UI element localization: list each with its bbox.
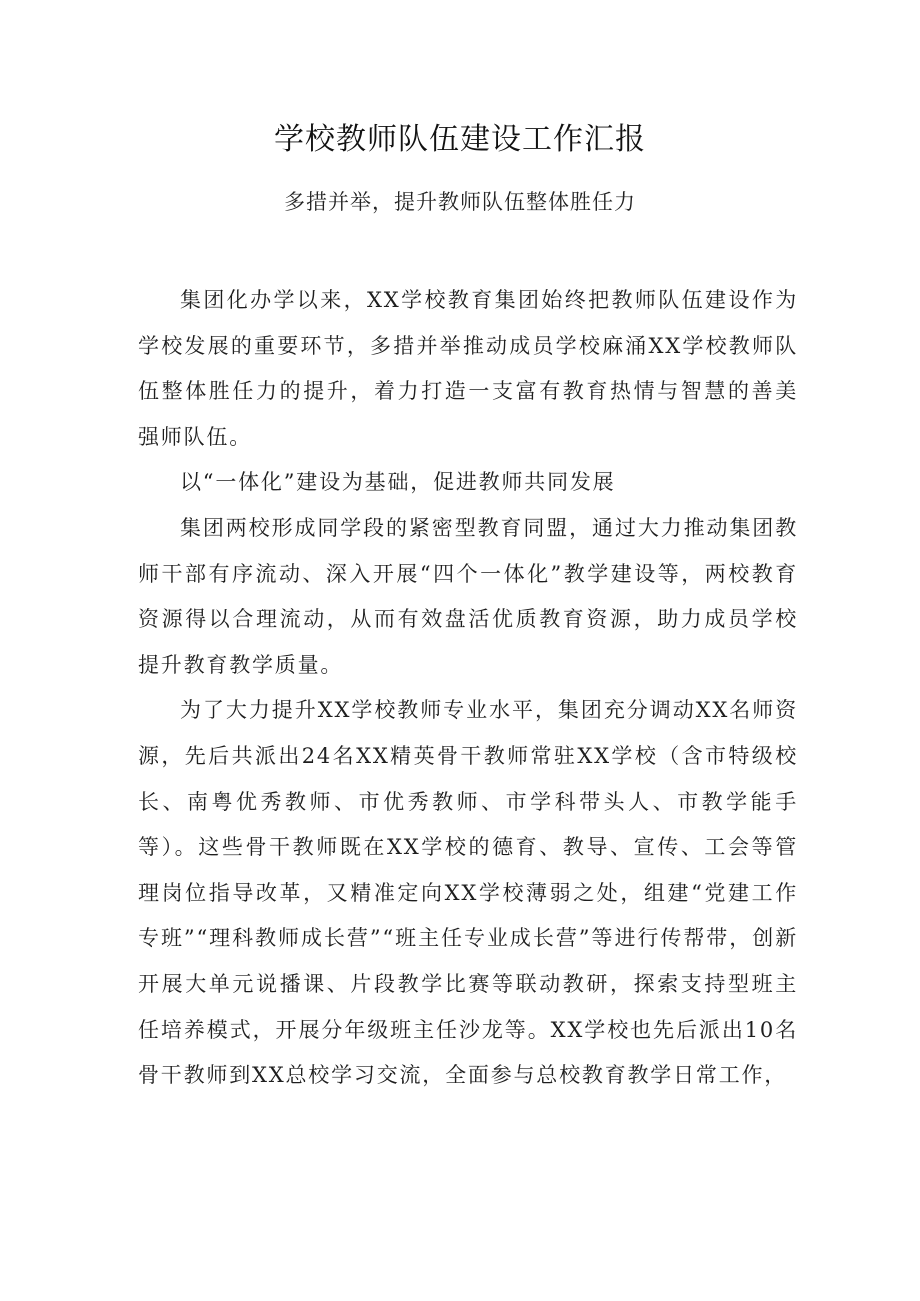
paragraph-alliance: 集团两校形成同学段的紧密型教育同盟，通过大力推动集团教师干部有序流动、深入开展“四个一体化”教学建设等，两校教育资源得以合理流动，从而有效盘活优质教育资源，助力成员学校提升教育教学质量。 xyxy=(138,515,798,677)
paragraph-intro: 集团化办学以来，XX学校教育集团始终把教师队伍建设作为学校发展的重要环节，多措并举推动成员学校麻涌XX学校教师队伍整体胜任力的提升，着力打造一支富有教育热情与智慧的善美强师队伍。 xyxy=(138,288,798,449)
document-subtitle: 多措并举，提升教师队伍整体胜任力 xyxy=(284,190,636,214)
section-heading-integration: 以“一体化”建设为基础，促进教师共同发展 xyxy=(180,470,616,495)
document-title: 学校教师队伍建设工作汇报 xyxy=(274,122,646,157)
document-body xyxy=(138,278,798,1099)
paragraph-teacher-dispatch: 为了大力提升XX学校教师专业水平，集团充分调动XX名师资源，先后共派出24名XX精英骨干教师常驻XX学校（含市特级校长、南粤优秀教师、市优秀教师、市学科带头人、市教学能手等）。这些骨干教师既在XX学校的德育、教导、宣传、工会等管理岗位指导改革，又精准定向XX学校薄弱之处，组建“党建工作专班”“理科教师成长营”“班主任专业成长营”等进行传帮带，创新开展大单元说播课、片段教学比赛等联动教研，探索支持型班主任培养模式，开展分年级班主任沙龙等。XX学校也先后派出10名骨干教师到XX总校学习交流，全面参与总校教育教学日常工作， xyxy=(138,698,798,1088)
